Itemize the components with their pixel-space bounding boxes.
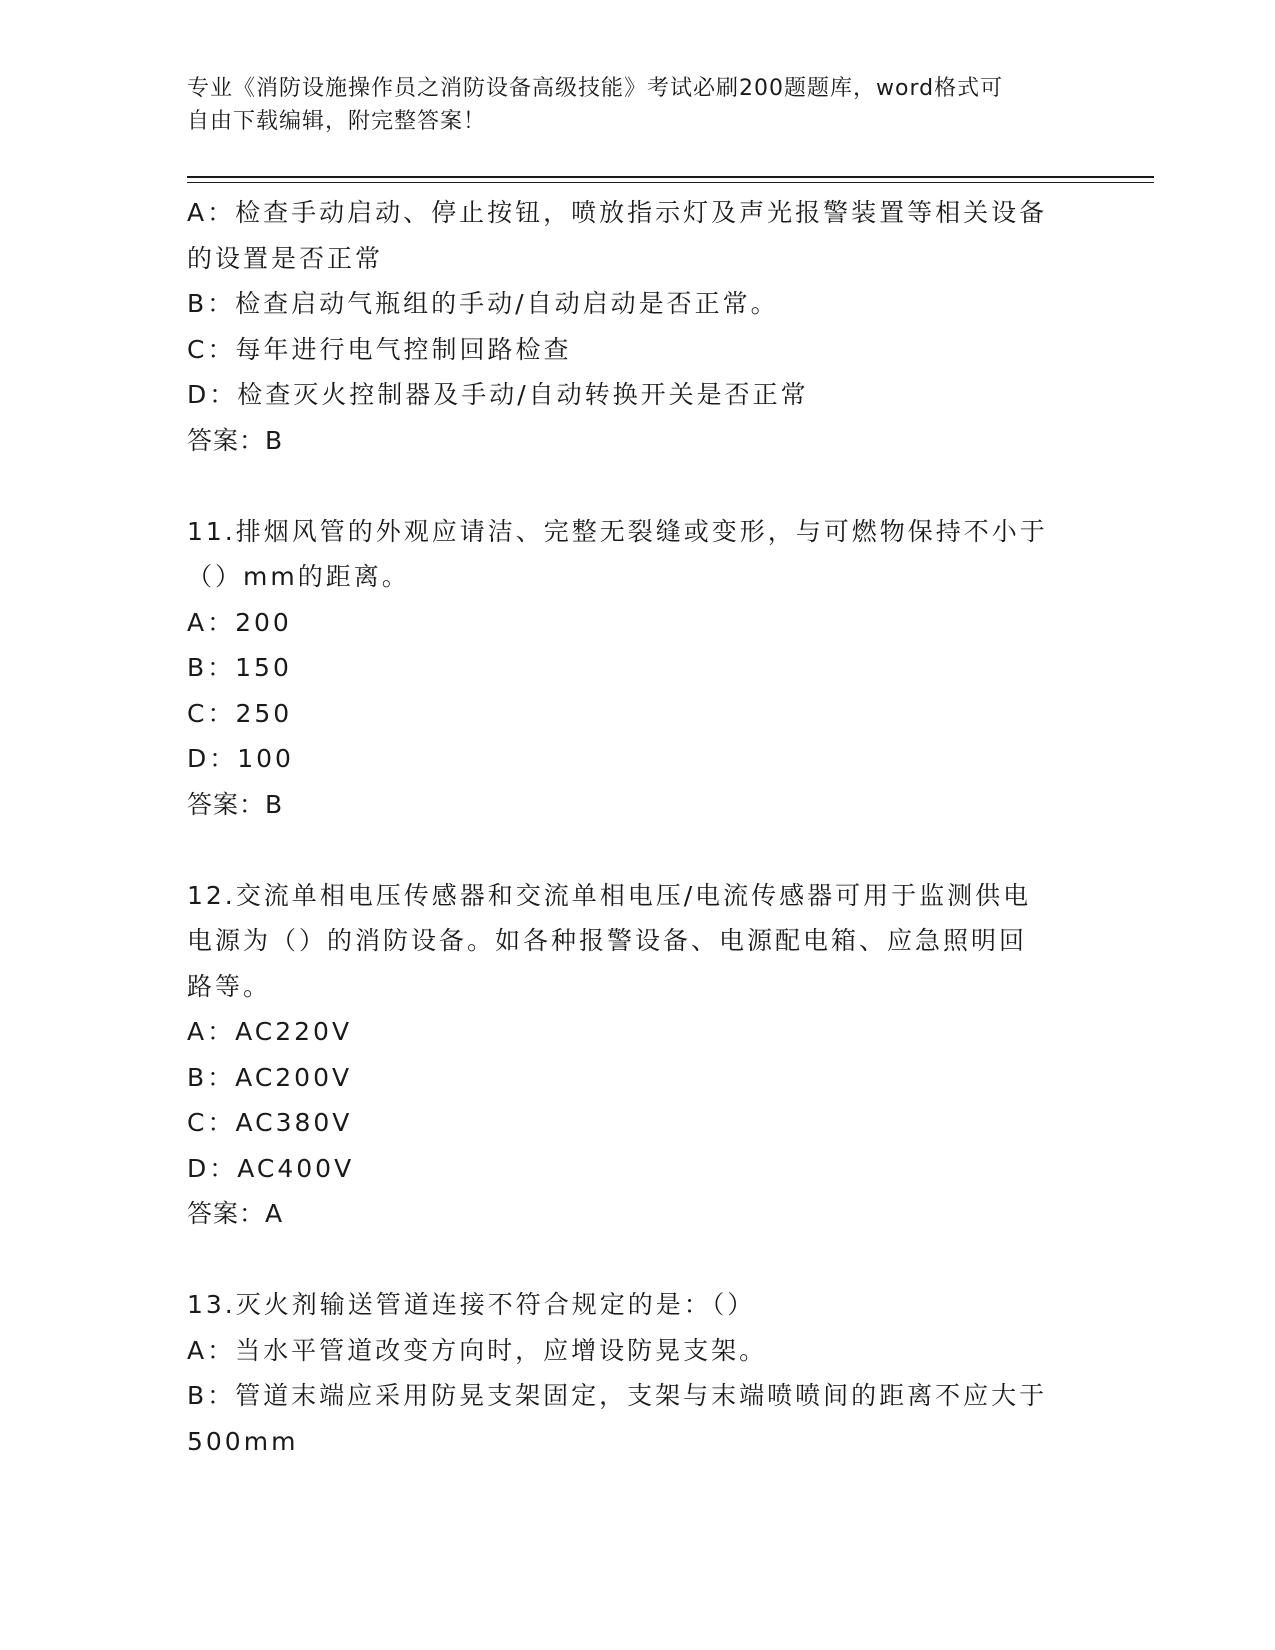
- question-11: [187, 509, 1087, 828]
- question-stem-line-3: 路等。: [187, 971, 272, 1001]
- option-b-line-1: B：管道末端应采用防晃支架固定，支架与末端喷喷间的距离不应大于: [187, 1381, 1048, 1410]
- answer: 答案：B: [187, 425, 284, 455]
- option-c: C：每年进行电气控制回路检查: [187, 334, 572, 364]
- spacer: [187, 1237, 1087, 1283]
- question-stem-line-2: （）mm的距离。: [187, 562, 410, 591]
- header-rule-thin: [187, 182, 1154, 183]
- option-d: D：检查灭火控制器及手动/自动转换开关是否正常: [187, 380, 809, 409]
- option-a: A：当水平管道改变方向时，应增设防晃支架。: [187, 1335, 768, 1365]
- question-10: [187, 190, 1087, 463]
- header-line-1: 专业《消防设施操作员之消防设备高级技能》考试必刷200题题库，word格式可: [187, 76, 1004, 101]
- option-b: B：150: [187, 653, 292, 682]
- answer: 答案：B: [187, 789, 284, 819]
- option-c: C：AC380V: [187, 1108, 353, 1137]
- option-d: D：AC400V: [187, 1153, 355, 1183]
- spacer: [187, 463, 1087, 509]
- question-13: [187, 1282, 1087, 1464]
- option-c: C：250: [187, 698, 293, 728]
- option-a: A：AC220V: [187, 1017, 353, 1046]
- question-content: [187, 190, 1087, 1464]
- question-stem: 13.灭火剂输送管道连接不符合规定的是：（）: [187, 1290, 756, 1319]
- option-d: D：100: [187, 744, 294, 773]
- header-line-2: 自由下载编辑，附完整答案！: [187, 109, 487, 134]
- question-12: [187, 873, 1087, 1237]
- question-stem-line-1: 11.排烟风管的外观应请洁、完整无裂缝或变形，与可燃物保持不小于: [187, 516, 1048, 546]
- document-header: [187, 72, 1067, 138]
- spacer: [187, 827, 1087, 873]
- answer: 答案：A: [187, 1199, 284, 1228]
- option-a-line-1: A：检查手动启动、停止按钮，喷放指示灯及声光报警装置等相关设备: [187, 198, 1048, 227]
- option-b-line-2: 500mm: [187, 1426, 299, 1456]
- question-stem-line-1: 12.交流单相电压传感器和交流单相电压/电流传感器可用于监测供电: [187, 880, 1032, 910]
- option-b: B：AC200V: [187, 1062, 353, 1092]
- header-rule-thick: [187, 176, 1154, 178]
- option-a: A：200: [187, 607, 292, 637]
- option-a-line-2: 的设置是否正常: [187, 243, 384, 273]
- question-stem-line-2: 电源为（）的消防设备。如各种报警设备、电源配电箱、应急照明回: [187, 926, 1028, 955]
- option-b: B：检查启动气瓶组的手动/自动启动是否正常。: [187, 289, 779, 318]
